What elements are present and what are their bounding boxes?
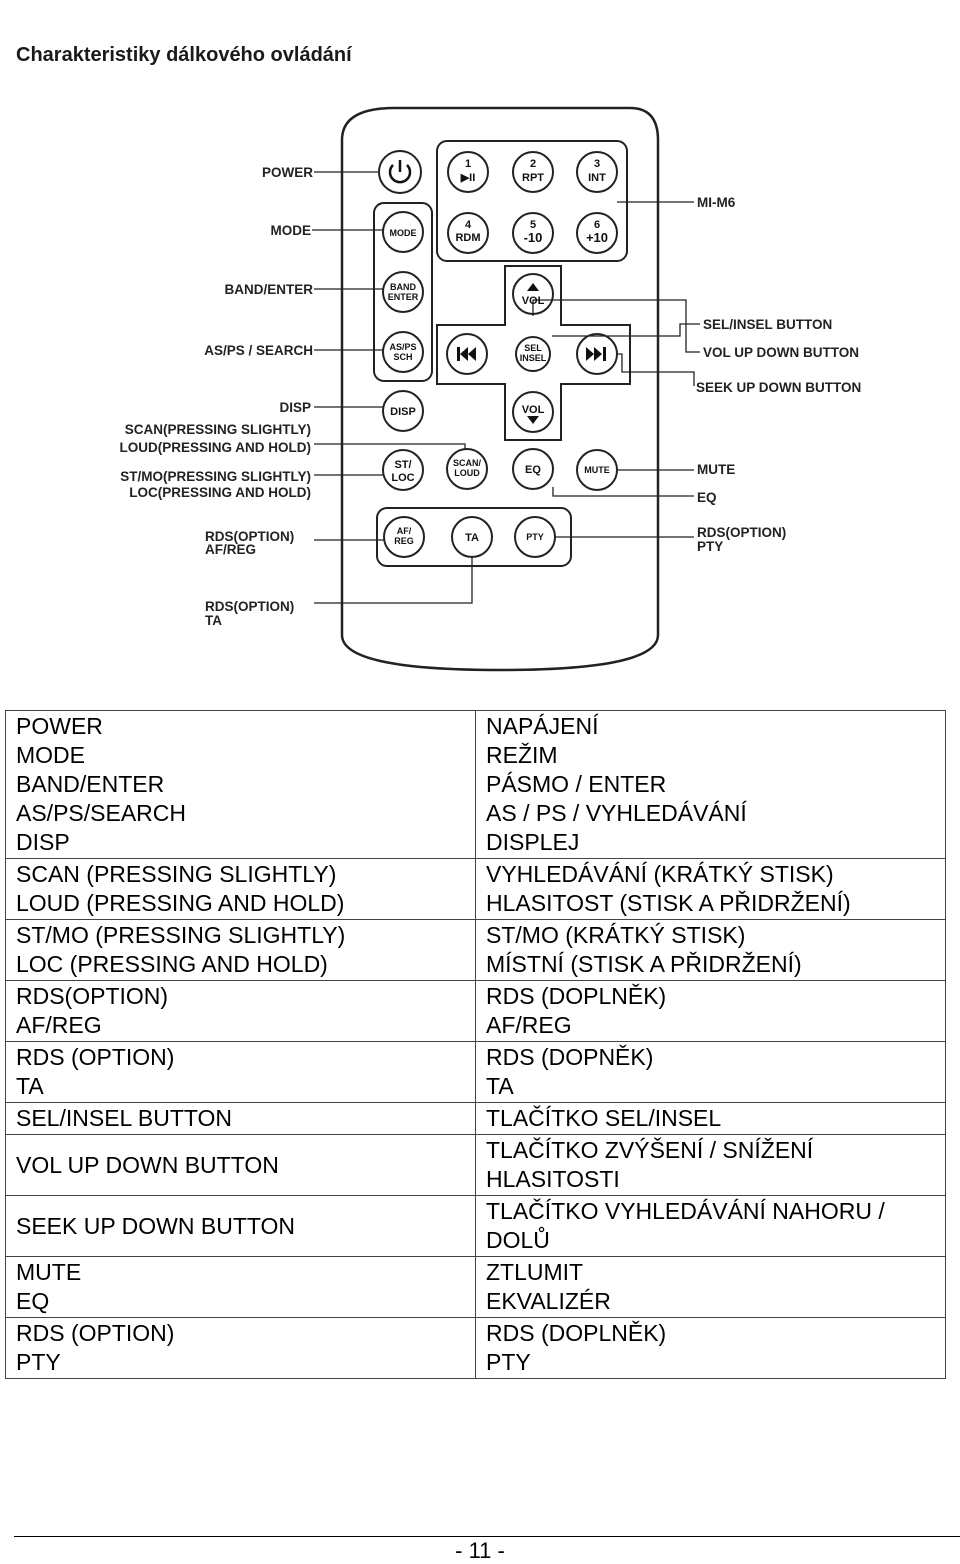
remote-control-diagram bbox=[0, 95, 960, 685]
btn-ta: TA bbox=[465, 532, 479, 544]
czech-cell bbox=[476, 1196, 946, 1257]
cell-line: PTY bbox=[16, 1349, 61, 1375]
english-cell bbox=[6, 1257, 476, 1318]
btn-enter: ENTER bbox=[387, 292, 419, 302]
cell-line: AS/PS/SEARCH bbox=[16, 800, 186, 826]
cell-line: TLAČÍTKO VYHLEDÁVÁNÍ NAHORU / bbox=[486, 1198, 885, 1224]
cell-line: ST/MO (PRESSING SLIGHTLY) bbox=[16, 922, 346, 948]
btn-insel: INSEL bbox=[519, 353, 547, 363]
prev-track-icon bbox=[457, 347, 476, 361]
table-row bbox=[6, 1042, 946, 1103]
label-mute: MUTE bbox=[697, 462, 736, 477]
cell-line: BAND/ENTER bbox=[16, 771, 165, 797]
btn-band: BAND bbox=[390, 282, 416, 292]
english-cell bbox=[6, 1135, 476, 1196]
cell-line: RDS (OPTION) bbox=[16, 1320, 175, 1346]
cell-line: RDS (DOPLNĚK) bbox=[486, 1320, 667, 1346]
cell-line: SEL/INSEL BUTTON bbox=[16, 1105, 233, 1131]
page-number: - 11 - bbox=[455, 1538, 505, 1563]
cell-line: LOUD (PRESSING AND HOLD) bbox=[16, 890, 345, 916]
btn-as-ps: AS/PS bbox=[389, 342, 417, 352]
label-mode: MODE bbox=[270, 223, 311, 238]
english-cell bbox=[6, 1318, 476, 1379]
btn-4-bot: RDM bbox=[455, 232, 481, 244]
label-rds-pty: RDS(OPTION) bbox=[697, 525, 787, 540]
cell-line: RDS (OPTION) bbox=[16, 1044, 175, 1070]
cell-line: VYHLEDÁVÁNÍ (KRÁTKÝ STISK) bbox=[486, 861, 834, 887]
btn-scan: SCAN/ bbox=[452, 458, 482, 468]
label-rds-af: RDS(OPTION) bbox=[205, 529, 295, 544]
table-row bbox=[6, 920, 946, 981]
czech-cell bbox=[476, 1257, 946, 1318]
cell-line: PTY bbox=[486, 1349, 531, 1375]
label-model: MI-M6 bbox=[697, 195, 736, 210]
cell-line: MÍSTNÍ (STISK A PŘIDRŽENÍ) bbox=[486, 951, 802, 977]
english-cell bbox=[6, 920, 476, 981]
czech-cell bbox=[476, 1135, 946, 1196]
function-translation-table bbox=[5, 710, 946, 1379]
cell-line: AF/REG bbox=[16, 1012, 102, 1038]
cell-line: RDS (DOPNĚK) bbox=[486, 1044, 654, 1070]
label-ta: TA bbox=[205, 613, 222, 628]
btn-mode: MODE bbox=[389, 228, 417, 238]
btn-2-bot: RPT bbox=[522, 172, 544, 184]
btn-5-bot: -10 bbox=[523, 230, 543, 245]
btn-3-bot: INT bbox=[588, 172, 606, 184]
table-row bbox=[6, 859, 946, 920]
czech-cell bbox=[476, 920, 946, 981]
label-power: POWER bbox=[261, 165, 313, 180]
czech-cell bbox=[476, 859, 946, 920]
cell-line: AF/REG bbox=[486, 1012, 572, 1038]
cell-line: MODE bbox=[16, 742, 85, 768]
label-as-ps-search: AS/PS / SEARCH bbox=[204, 343, 313, 358]
table-row bbox=[6, 1257, 946, 1318]
label-sel-insel: SEL/INSEL BUTTON bbox=[703, 317, 833, 332]
vol-down-arrow-icon bbox=[527, 416, 539, 424]
cell-line: VOL UP DOWN BUTTON bbox=[16, 1151, 279, 1178]
btn-loud: LOUD bbox=[454, 468, 480, 478]
label-rds-ta: RDS(OPTION) bbox=[205, 599, 295, 614]
next-track-icon bbox=[586, 347, 606, 361]
cell-line: SEEK UP DOWN BUTTON bbox=[16, 1212, 296, 1239]
label-loc: LOC(PRESSING AND HOLD) bbox=[129, 485, 311, 500]
cell-line: DISP bbox=[16, 829, 70, 855]
btn-vol-down: VOL bbox=[521, 404, 545, 416]
table-row bbox=[6, 1318, 946, 1379]
english-cell bbox=[6, 1103, 476, 1135]
btn-vol-up: VOL bbox=[521, 295, 545, 307]
cell-line: NAPÁJENÍ bbox=[486, 713, 599, 739]
czech-cell bbox=[476, 1103, 946, 1135]
label-scan: SCAN(PRESSING SLIGHTLY) bbox=[124, 422, 311, 437]
table-row bbox=[6, 1135, 946, 1196]
cell-line: HLASITOST (STISK A PŘIDRŽENÍ) bbox=[486, 890, 851, 916]
label-loud: LOUD(PRESSING AND HOLD) bbox=[119, 440, 311, 455]
label-stmo: ST/MO(PRESSING SLIGHTLY) bbox=[120, 469, 311, 484]
btn-mute: MUTE bbox=[584, 465, 610, 475]
btn-4-top: 4 bbox=[464, 219, 472, 231]
btn-reg: REG bbox=[394, 536, 414, 546]
btn-5-top: 5 bbox=[529, 219, 537, 231]
english-cell bbox=[6, 859, 476, 920]
cell-line: DISPLEJ bbox=[486, 829, 580, 855]
czech-cell bbox=[476, 981, 946, 1042]
btn-sel: SEL bbox=[524, 343, 542, 353]
cell-line: POWER bbox=[16, 713, 103, 739]
btn-st: ST/ bbox=[394, 459, 412, 471]
cell-line: ZTLUMIT bbox=[486, 1259, 584, 1285]
cell-line: RDS (DOPLNĚK) bbox=[486, 983, 667, 1009]
table-row bbox=[6, 1103, 946, 1135]
cell-line: HLASITOSTI bbox=[486, 1166, 620, 1192]
cell-line: TA bbox=[16, 1073, 44, 1099]
english-cell bbox=[6, 981, 476, 1042]
vol-up-arrow-icon bbox=[527, 283, 539, 291]
cell-line: TLAČÍTKO SEL/INSEL bbox=[486, 1105, 722, 1131]
cell-line: SCAN (PRESSING SLIGHTLY) bbox=[16, 861, 337, 887]
cell-line: LOC (PRESSING AND HOLD) bbox=[16, 951, 328, 977]
btn-sch: SCH bbox=[393, 352, 413, 362]
label-pty: PTY bbox=[697, 539, 724, 554]
label-disp: DISP bbox=[279, 400, 311, 415]
cell-line: RDS(OPTION) bbox=[16, 983, 169, 1009]
cell-line: TLAČÍTKO ZVÝŠENÍ / SNÍŽENÍ bbox=[486, 1137, 814, 1163]
cell-line: AS / PS / VYHLEDÁVÁNÍ bbox=[486, 800, 747, 826]
btn-6-top: 6 bbox=[593, 219, 601, 231]
label-band-enter: BAND/ENTER bbox=[224, 282, 313, 297]
cell-line: DOLŮ bbox=[486, 1227, 550, 1253]
btn-2-top: 2 bbox=[529, 158, 537, 170]
label-eq: EQ bbox=[697, 490, 717, 505]
table-row bbox=[6, 981, 946, 1042]
english-cell bbox=[6, 711, 476, 859]
btn-af: AF/ bbox=[396, 526, 412, 536]
label-af-reg: AF/REG bbox=[205, 542, 257, 557]
cell-line: PÁSMO / ENTER bbox=[486, 771, 667, 797]
table-row bbox=[6, 1196, 946, 1257]
cell-line: EKVALIZÉR bbox=[486, 1288, 611, 1314]
label-vol: VOL UP DOWN BUTTON bbox=[703, 345, 860, 360]
czech-cell bbox=[476, 1318, 946, 1379]
page-title: Charakteristiky dálkového ovládání bbox=[16, 44, 352, 66]
btn-eq: EQ bbox=[525, 464, 541, 476]
cell-line: MUTE bbox=[16, 1259, 82, 1285]
cell-line: EQ bbox=[16, 1288, 50, 1314]
cell-line: TA bbox=[486, 1073, 514, 1099]
power-symbol-icon bbox=[390, 160, 410, 182]
btn-3-top: 3 bbox=[593, 158, 601, 170]
czech-cell bbox=[476, 1042, 946, 1103]
remote-body bbox=[342, 108, 658, 670]
cell-line: REŽIM bbox=[486, 742, 558, 768]
btn-loc: LOC bbox=[391, 472, 415, 484]
btn-1-bot: ▶II bbox=[460, 172, 476, 184]
table-row bbox=[6, 711, 946, 859]
czech-cell bbox=[476, 711, 946, 859]
english-cell bbox=[6, 1042, 476, 1103]
btn-disp: DISP bbox=[390, 406, 416, 418]
btn-pty: PTY bbox=[526, 532, 544, 542]
btn-1-top: 1 bbox=[464, 158, 472, 170]
cell-line: ST/MO (KRÁTKÝ STISK) bbox=[486, 922, 746, 948]
label-seek: SEEK UP DOWN BUTTON bbox=[696, 380, 862, 395]
footer-rule bbox=[14, 1536, 960, 1537]
english-cell bbox=[6, 1196, 476, 1257]
btn-6-bot: +10 bbox=[585, 230, 609, 245]
